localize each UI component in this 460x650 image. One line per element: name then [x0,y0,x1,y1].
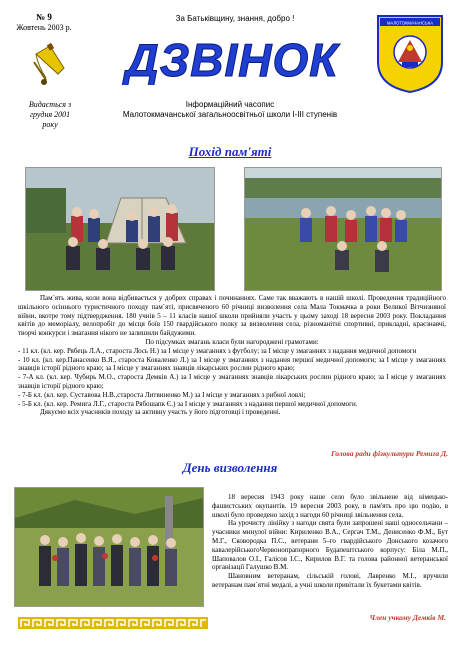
article-liberation-paragraph: 18 вересня 1943 року наше село було звільнене від німецько-фашистських окупантів. 19 вересня 2003 року, в пам'ять про цю подію, в школі було проведено захід з нагоди 60 річниці звільнення села. [212,493,448,519]
issue-info [10,12,78,33]
issue-number: № 9 [36,12,52,22]
greek-key-border [18,617,208,629]
article-hike-body [18,294,446,417]
school-emblem [374,12,446,94]
article-hike-thanks: Дякуємо всіх учасників походу за активну участь у його підготовці і проведенні. [40,408,281,417]
article-liberation-signature: Член учкому Демків М. [369,613,446,622]
masthead-title [122,30,342,85]
article-liberation-paragraph: На урочисту лінійку з нагоди свята були запрошені наші односельчани – учасники минулої війни: Кириленко В.А., Сергач Т.М., Денисенко Ф.М., Бут М.Г., Сковородка П.С., ветерани 5–го гвардійського Донського козачого кавалерійськогоЧервонопрапорного Будапештського корпусу: Біла М.П., Шаповалов О.І., Галісов І.С., Кирилов В.Г. та голова районної ветеранської організації Галушко В.М. [212,519,448,572]
article-title-liberation: День визволення [182,460,278,475]
award-item: - 10 кл. (кл. кер.Панасенко В.Я., староста Коваленко Л.) за І місце у змаганнях з надання першої медичної допомоги; за І місце у змаганнях знавців історії рідного краю; за І місце у змаганнях знавців лікарських рослин рідного краю; [18,355,446,373]
article-liberation-paragraph: Шановним ветеранам, сільській голові, Лавренко М.І., вручили ветеранам пам`ятні медалі, а учні школи привітали їх букетами квітів. [212,572,448,589]
issue-date: Жовтень 2003 р. [16,23,72,32]
article-title-hike: Похід пам'яті [188,144,272,159]
photo-students-tent [25,167,215,291]
article-hike-paragraph: Пам`ять жива, коли вона відбивається у добрих справах і починаннях. Саме так вважають в нашій школі. Проведення традиційного шкільного осіннього туристичного походу пам`яті, присвяченого 60 річниці визволення села Мала Токмачка в роки Великої Вітчизняної війни, вкотре тому підтвердження. 180 учнів 5 – 11 класів нашої школи прийняли участь у цьому заході 18 вересня 2003 року. Покладання квітів до меморіалу, велопробіг до місця боїв 150 гвардійського полку за визволення села, різноманітні спортивні, прикладні, краєзнавчі, творчі конкурси і змагання нікого не залишили байдужими. [18,294,446,338]
photo-students-river [244,167,442,291]
award-item: - 5-Б кл. (кл. кер. Ремига Л.Г., староста Рябошапк Є.) за І місце у змаганнях з надання першої медичної допомоги. [18,399,358,408]
photo-veterans [14,487,204,607]
slogan: За Батьківщину, знання, добро ! [175,14,295,23]
bell-icon [28,42,68,88]
award-item: - 7-Б кл. (кл. кер. Суставова Н.В.,староста Литвиненко М.) за І місце у змаганнях з рибної ловлі; [18,390,306,399]
masthead-text: ДЗВІНОК [125,34,339,85]
emblem-text: МАЛОТОКМАЧАНСЬКА [386,20,434,26]
article-hike-signature: Голова ради фізкультури Ремига Д. [331,449,448,458]
publication-since: Видається з грудня 2001 року [28,100,72,129]
publication-subtitle: Інформаційний часопис Малотокмачанської загальноосвітньої школи І-ІІІ ступенів [122,100,338,119]
award-item: - 7-А кл. (кл. кер. Чубирь М.О., староста Демків А.) за І місце у змаганнях знавців лікарських рослин рідного краю; за І місце у змаганнях знавців історії рідного краю; [18,373,446,390]
article-liberation-body [212,493,448,590]
award-item: - 11 кл. (кл. кер. Рябець Л.А., староста Лось Н.) за І місце у змаганнях з футболу; за І місце у змаганнях з надання медичної допомоги [18,346,417,355]
awards-intro: По підсумках змагань класи були нагороджені грамотами: [145,337,319,346]
